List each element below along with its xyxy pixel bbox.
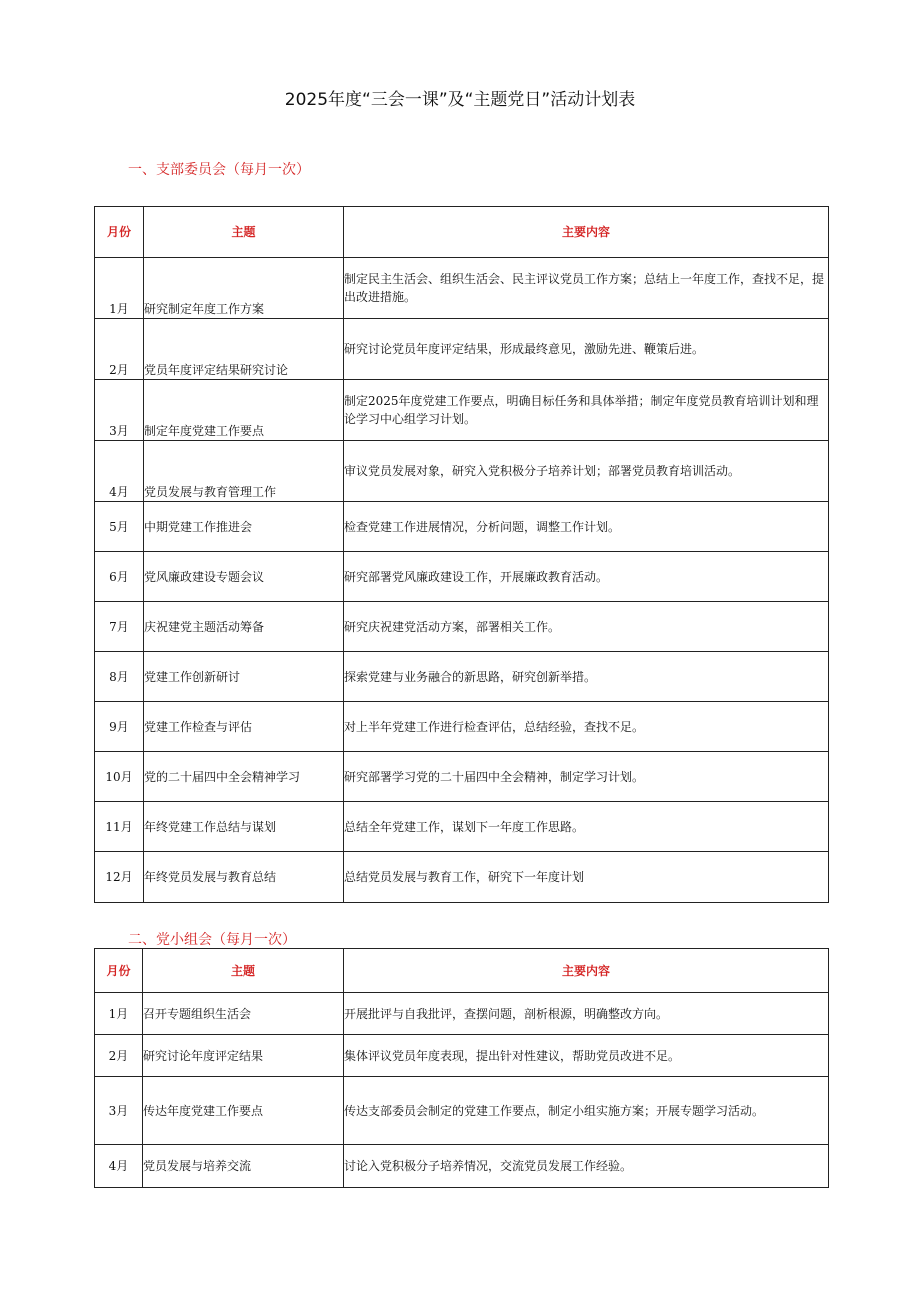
row-month: 3月 xyxy=(95,1077,143,1145)
row-content: 审议党员发展对象，研究入党积极分子培养计划；部署党员教育培训活动。 xyxy=(344,441,829,502)
row-topic: 党员发展与培养交流 xyxy=(143,1145,344,1188)
row-topic: 传达年度党建工作要点 xyxy=(143,1077,344,1145)
row-content: 制定民主生活会、组织生活会、民主评议党员工作方案；总结上一年度工作，查找不足，提出改进措施。 xyxy=(344,258,829,319)
row-month: 7月 xyxy=(95,602,144,652)
row-month: 3月 xyxy=(95,380,144,441)
header-month: 月份 xyxy=(95,949,143,993)
row-topic: 中期党建工作推进会 xyxy=(144,502,344,552)
row-topic: 制定年度党建工作要点 xyxy=(144,380,344,441)
table-row xyxy=(95,258,829,319)
row-month: 8月 xyxy=(95,652,144,702)
row-content: 总结全年党建工作，谋划下一年度工作思路。 xyxy=(344,802,829,852)
row-topic: 党风廉政建设专题会议 xyxy=(144,552,344,602)
row-month: 10月 xyxy=(95,752,144,802)
row-month: 4月 xyxy=(95,1145,143,1188)
row-content: 探索党建与业务融合的新思路，研究创新举措。 xyxy=(344,652,829,702)
row-content: 传达支部委员会制定的党建工作要点，制定小组实施方案；开展专题学习活动。 xyxy=(344,1077,829,1145)
table-row xyxy=(95,319,829,380)
table-row xyxy=(95,652,829,702)
row-topic: 研究讨论年度评定结果 xyxy=(143,1035,344,1077)
section-heading-branch-committee: 一、支部委员会（每月一次） xyxy=(128,162,310,178)
table-row xyxy=(95,1145,829,1188)
branch-committee-table xyxy=(94,206,829,903)
row-topic: 党的二十届四中全会精神学习 xyxy=(144,752,344,802)
table-header-row xyxy=(95,207,829,258)
table-row xyxy=(95,502,829,552)
row-topic: 年终党建工作总结与谋划 xyxy=(144,802,344,852)
row-content: 讨论入党积极分子培养情况，交流党员发展工作经验。 xyxy=(344,1145,829,1188)
header-topic: 主题 xyxy=(143,949,344,993)
row-content: 制定2025年度党建工作要点，明确目标任务和具体举措；制定年度党员教育培训计划和理论学习中心组学习计划。 xyxy=(344,380,829,441)
table-row xyxy=(95,380,829,441)
row-content: 检查党建工作进展情况，分析问题，调整工作计划。 xyxy=(344,502,829,552)
row-month: 1月 xyxy=(95,993,143,1035)
table-row xyxy=(95,993,829,1035)
table-row xyxy=(95,441,829,502)
table-row xyxy=(95,1035,829,1077)
row-topic: 庆祝建党主题活动筹备 xyxy=(144,602,344,652)
row-content: 总结党员发展与教育工作，研究下一年度计划 xyxy=(344,852,829,903)
table-row xyxy=(95,852,829,903)
row-topic: 党员年度评定结果研究讨论 xyxy=(144,319,344,380)
row-month: 9月 xyxy=(95,702,144,752)
page-title: 2025年度“三会一课”及“主题党日”活动计划表 xyxy=(284,90,636,110)
table-row xyxy=(95,1077,829,1145)
row-topic: 党建工作检查与评估 xyxy=(144,702,344,752)
table-row xyxy=(95,602,829,652)
row-month: 1月 xyxy=(95,258,144,319)
table-row xyxy=(95,552,829,602)
row-month: 4月 xyxy=(95,441,144,502)
row-content: 对上半年党建工作进行检查评估，总结经验，查找不足。 xyxy=(344,702,829,752)
table-row xyxy=(95,752,829,802)
party-group-table xyxy=(94,948,829,1188)
row-topic: 年终党员发展与教育总结 xyxy=(144,852,344,903)
table-row xyxy=(95,802,829,852)
row-month: 6月 xyxy=(95,552,144,602)
header-content: 主要内容 xyxy=(344,949,829,993)
row-topic: 研究制定年度工作方案 xyxy=(144,258,344,319)
row-content: 研究讨论党员年度评定结果，形成最终意见，激励先进、鞭策后进。 xyxy=(344,319,829,380)
row-topic: 党员发展与教育管理工作 xyxy=(144,441,344,502)
section-heading-party-group: 二、党小组会（每月一次） xyxy=(128,932,296,948)
header-topic: 主题 xyxy=(144,207,344,258)
row-month: 5月 xyxy=(95,502,144,552)
row-month: 11月 xyxy=(95,802,144,852)
row-month: 12月 xyxy=(95,852,144,903)
row-month: 2月 xyxy=(95,1035,143,1077)
row-content: 研究庆祝建党活动方案，部署相关工作。 xyxy=(344,602,829,652)
row-topic: 党建工作创新研讨 xyxy=(144,652,344,702)
header-content: 主要内容 xyxy=(344,207,829,258)
row-content: 研究部署党风廉政建设工作，开展廉政教育活动。 xyxy=(344,552,829,602)
row-content: 开展批评与自我批评，查摆问题，剖析根源，明确整改方向。 xyxy=(344,993,829,1035)
header-month: 月份 xyxy=(95,207,144,258)
table-header-row xyxy=(95,949,829,993)
row-content: 集体评议党员年度表现，提出针对性建议，帮助党员改进不足。 xyxy=(344,1035,829,1077)
table-row xyxy=(95,702,829,752)
row-topic: 召开专题组织生活会 xyxy=(143,993,344,1035)
row-month: 2月 xyxy=(95,319,144,380)
row-content: 研究部署学习党的二十届四中全会精神，制定学习计划。 xyxy=(344,752,829,802)
